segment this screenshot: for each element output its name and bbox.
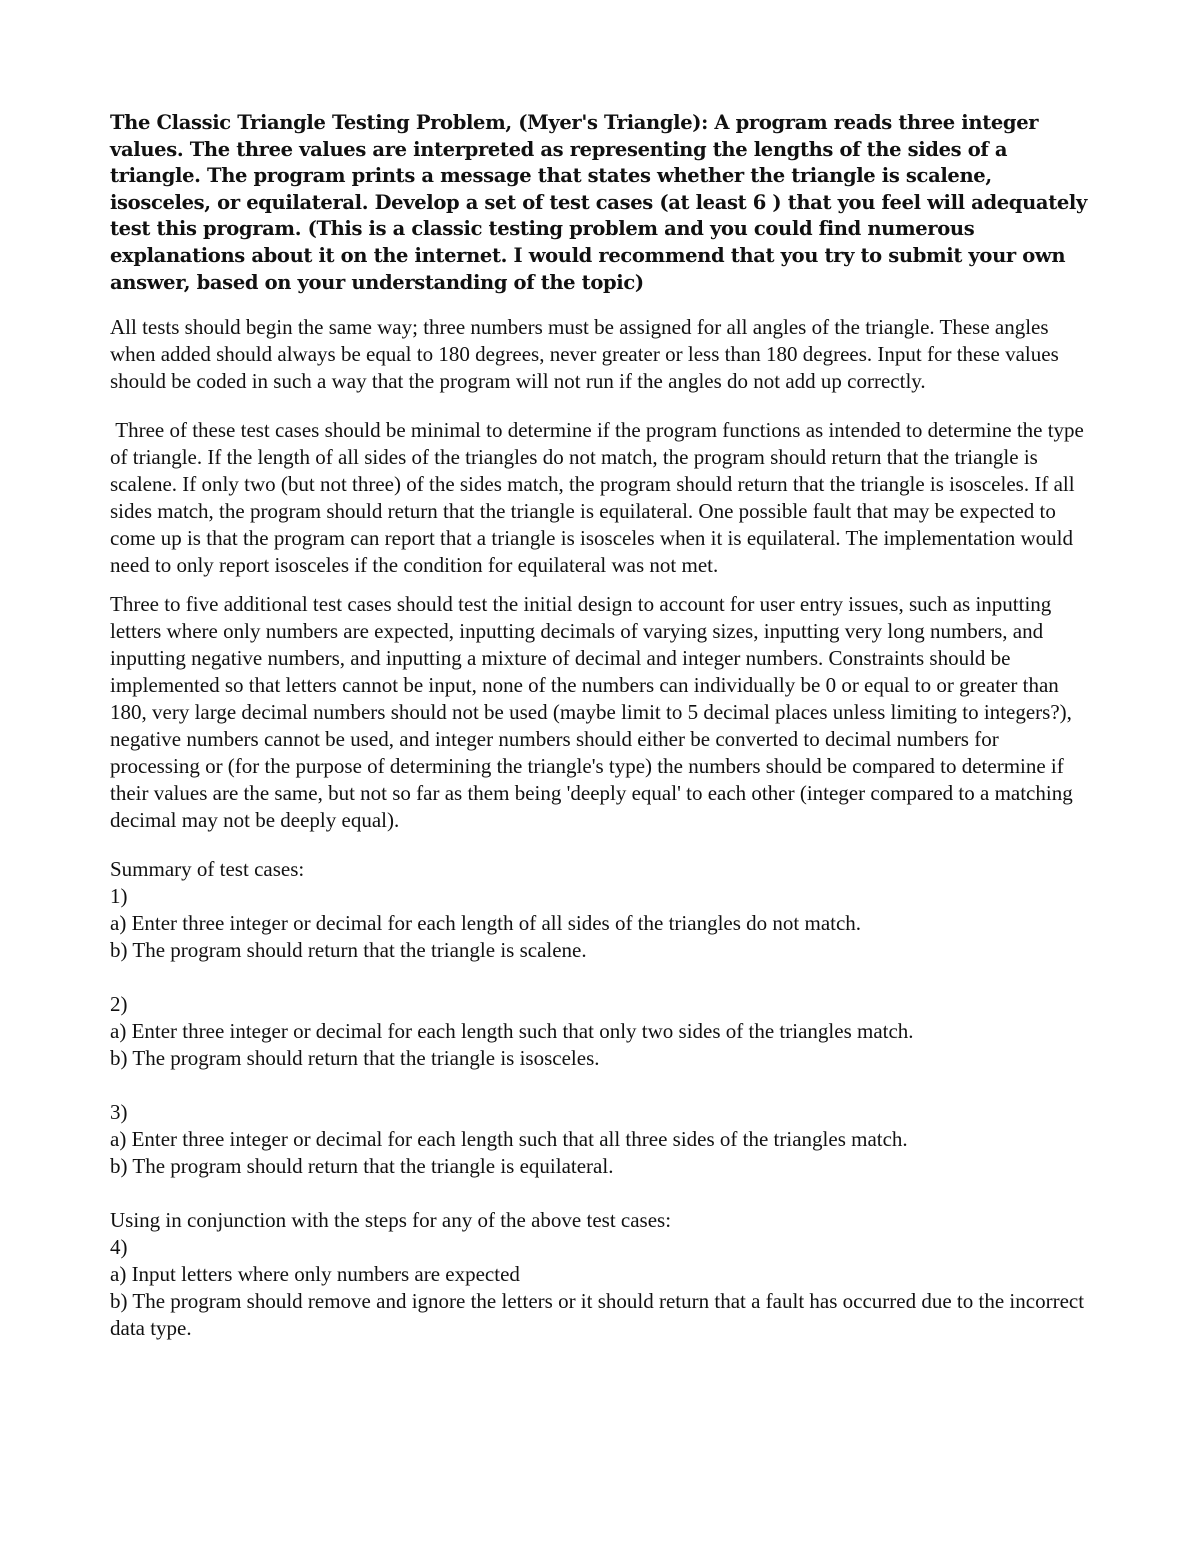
summary-heading: Summary of test cases: <box>110 857 305 882</box>
test-case-number: 4) <box>110 1235 128 1260</box>
test-case-step-b: b) The program should return that the triangle is isosceles. <box>110 1046 600 1071</box>
document-page <box>110 110 1090 1342</box>
question-prompt: The Classic Triangle Testing Problem, (Myer's Triangle): A program reads three integer values. The three values are interpreted as representing the lengths of the sides of a triangle. The program prints a message that states whether the triangle is scalene, isosceles, or equilateral. Develop a set of test cases (at least 6 ) that you feel will adequately test this program. (This is a classic testing problem and you could find numerous explanations about it on the internet. I would recommend that you try to submit your own answer, based on your understanding of the topic) <box>110 111 1087 294</box>
test-case-step-b: b) The program should return that the triangle is scalene. <box>110 938 587 963</box>
test-case-step-a: a) Enter three integer or decimal for each length such that only two sides of the triangles match. <box>110 1019 914 1044</box>
test-case-step-b: b) The program should remove and ignore the letters or it should return that a fault has occurred due to the incorrect data type. <box>110 1289 1085 1341</box>
test-case-step-a: a) Input letters where only numbers are expected <box>110 1262 520 1287</box>
test-case-summary <box>110 856 1090 1342</box>
test-case-4 <box>110 1207 1090 1342</box>
test-case-step-b: b) The program should return that the triangle is equilateral. <box>110 1154 614 1179</box>
test-case-1 <box>110 856 1090 964</box>
test-case-number: 2) <box>110 992 128 1017</box>
paragraph-minimal-cases: Three of these test cases should be minimal to determine if the program functions as intended to determine the type of triangle. If the length of all sides of the triangles do not match, the program should return that the triangle is scalene. If only two (but not three) of the sides match, the program should return that the triangle is isosceles. If all sides match, the program should return that the triangle is equilateral. One possible fault that may be expected to come up is that the program can report that a triangle is isosceles when it is equilateral. The implementation would need to only report isosceles if the condition for equilateral was not met. <box>110 418 1090 578</box>
test-case-number: 1) <box>110 884 128 909</box>
test-case-3 <box>110 1099 1090 1180</box>
test-case-2 <box>110 991 1090 1072</box>
test-case-step-a: a) Enter three integer or decimal for each length such that all three sides of the triangles match. <box>110 1127 908 1152</box>
conjunction-note: Using in conjunction with the steps for any of the above test cases: <box>110 1208 672 1233</box>
paragraph-angles: All tests should begin the same way; three numbers must be assigned for all angles of the triangle. These angles when added should always be equal to 180 degrees, never greater or less than 180 degrees. Input for these values should be coded in such a way that the program will not run if the angles do not add up correctly. <box>110 315 1059 394</box>
test-case-step-a: a) Enter three integer or decimal for each length of all sides of the triangles do not match. <box>110 911 862 936</box>
test-case-number: 3) <box>110 1100 128 1125</box>
paragraph-additional-cases: Three to five additional test cases should test the initial design to account for user entry issues, such as inputting letters where only numbers are expected, inputting decimals of varying sizes, inputting very long numbers, and inputting negative numbers, and inputting a mixture of decimal and integer numbers. Constraints should be implemented so that letters cannot be input, none of the numbers can individually be 0 or equal to or greater than 180, very large decimal numbers should not be used (maybe limit to 5 decimal places unless limiting to integers?), negative numbers cannot be used, and integer numbers should either be converted to decimal numbers for processing or (for the purpose of determining the triangle's type) the numbers should be compared to determine if their values are the same, but not so far as them being 'deeply equal' to each other (integer compared to a matching decimal may not be deeply equal). <box>110 592 1073 833</box>
